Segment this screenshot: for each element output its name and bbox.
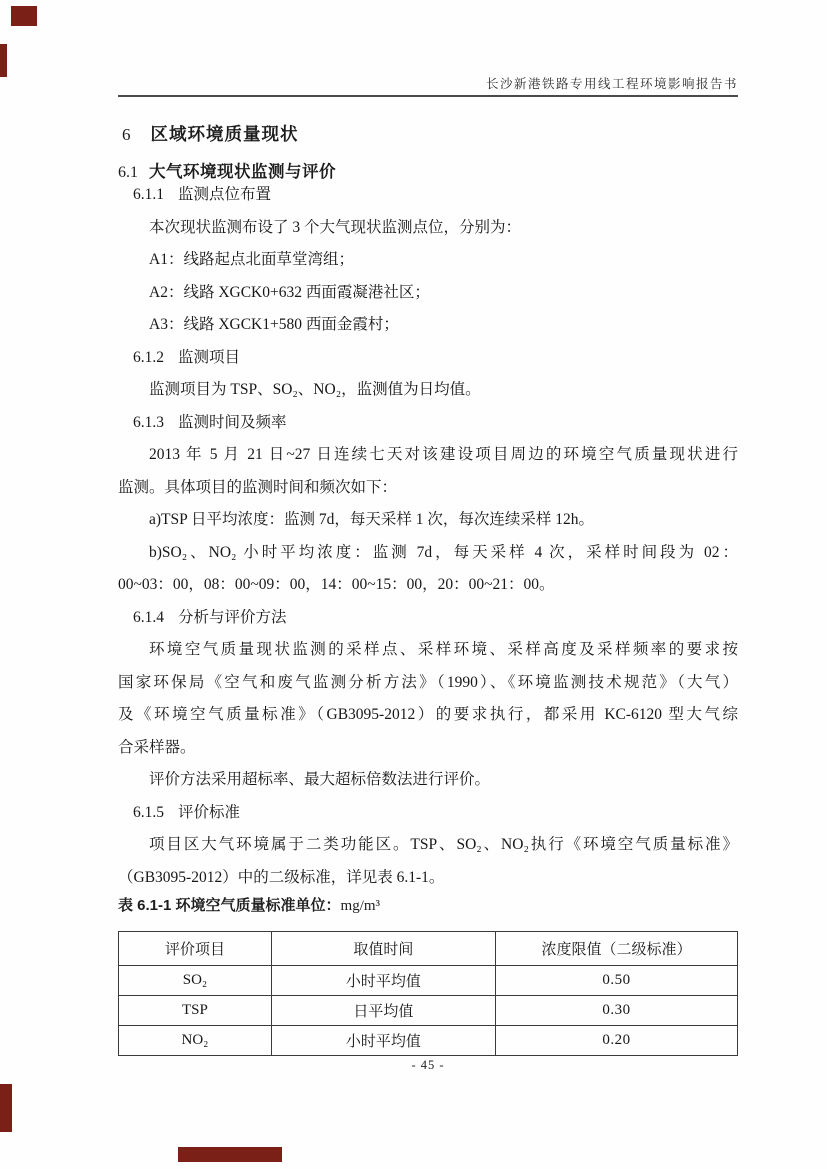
subsection-heading-6-1-1: 6.1.1 监测点位布置 bbox=[133, 186, 272, 203]
pollutant-cell: NO₂ bbox=[119, 1026, 272, 1056]
column-header: 评价项目 bbox=[119, 932, 272, 966]
section-title: 大气环境现状监测与评价 bbox=[149, 163, 336, 181]
page-header-title: 长沙新港铁路专用线工程环境影响报告书 bbox=[485, 77, 738, 91]
column-header: 浓度限值（二级标准） bbox=[495, 932, 737, 966]
page-number: - 45 - bbox=[411, 1058, 445, 1072]
paragraph-line: 国家环保局《空气和废气监测分析方法》（1990）、《环境监测技术规范》（大气） bbox=[118, 673, 738, 691]
paragraph-line: a)TSP 日平均浓度：监测 7d，每天采样 1 次，每次连续采样 12h。 bbox=[149, 511, 595, 528]
section-number: 6.1 bbox=[118, 164, 138, 181]
document-body bbox=[118, 179, 738, 894]
pollutant-cell: SO₂ bbox=[119, 966, 272, 996]
period-cell: 日平均值 bbox=[271, 996, 495, 1026]
section-number: 6 bbox=[122, 125, 131, 144]
table-row bbox=[119, 1026, 738, 1056]
list-item-a2: A2：线路 XGCK0+632 西面霞凝港社区； bbox=[149, 283, 430, 301]
table-header-row bbox=[119, 932, 738, 966]
pollutant-cell: TSP bbox=[119, 996, 272, 1026]
list-item-a1: A1：线路起点北面草堂湾组； bbox=[149, 251, 354, 268]
paragraph-line: 本次现状监测布设了 3 个大气现状监测点位，分别为： bbox=[149, 218, 522, 236]
section-heading-6 bbox=[122, 121, 742, 146]
table-caption-label: 表 6.1-1 环境空气质量标准单位： bbox=[118, 897, 341, 914]
paragraph-line: 合采样器。 bbox=[118, 738, 196, 756]
paragraph-line: 项目区大气环境属于二类功能区。TSP、SO₂、NO₂执行《环境空气质量标准》 bbox=[149, 836, 738, 853]
section-title: 区域环境质量现状 bbox=[150, 124, 299, 144]
subsection-heading-6-1-5: 6.1.5 评价标准 bbox=[133, 803, 241, 821]
scan-artifact-left-upper bbox=[0, 44, 7, 77]
scan-artifact-bottom-bar bbox=[178, 1147, 282, 1162]
table-row bbox=[119, 996, 738, 1026]
column-header: 取值时间 bbox=[271, 932, 495, 966]
paragraph-line: 2013 年 5 月 21 日~27 日连续七天对该建设项目周边的环境空气质量现状进行 bbox=[149, 446, 738, 463]
limit-cell: 0.30 bbox=[495, 996, 737, 1026]
limit-cell: 0.20 bbox=[495, 1026, 737, 1056]
paragraph-line: （GB3095-2012）中的二级标准，详见表 6.1-1。 bbox=[118, 868, 445, 886]
paragraph-line: 监测。具体项目的监测时间和频次如下： bbox=[118, 478, 398, 496]
subsection-heading-6-1-3: 6.1.3 监测时间及频率 bbox=[133, 413, 287, 431]
table-caption-unit: mg/m³ bbox=[340, 898, 381, 914]
subsection-heading-6-1-2: 6.1.2 监测项目 bbox=[133, 348, 241, 366]
limit-cell: 0.50 bbox=[495, 966, 737, 996]
period-cell: 小时平均值 bbox=[271, 1026, 495, 1056]
paragraph-line: 评价方法采用超标率、最大超标倍数法进行评价。 bbox=[149, 771, 491, 788]
table-row bbox=[119, 966, 738, 996]
scan-artifact-left-lower bbox=[0, 1084, 12, 1132]
period-cell: 小时平均值 bbox=[271, 966, 495, 996]
scan-artifact-top-left bbox=[11, 6, 37, 26]
header-rule bbox=[118, 95, 738, 97]
list-item-a3: A3：线路 XGCK1+580 西面金霞村； bbox=[149, 316, 399, 333]
paragraph-line: 环境空气质量现状监测的采样点、采样环境、采样高度及采样频率的要求按 bbox=[149, 641, 738, 658]
paragraph-line: b)SO₂、NO₂ 小时平均浓度：监测 7d，每天采样 4 次，采样时间段为 02： bbox=[149, 543, 738, 561]
paragraph-line: 及《环境空气质量标准》（GB3095-2012）的要求执行，都采用 KC-6120 型大气综 bbox=[118, 706, 738, 723]
paragraph-line: 监测项目为 TSP、SO₂、NO₂，监测值为日均值。 bbox=[149, 381, 481, 398]
table-caption bbox=[118, 894, 738, 918]
air-quality-standard-table bbox=[118, 931, 738, 1056]
subsection-heading-6-1-4: 6.1.4 分析与评价方法 bbox=[133, 608, 287, 626]
paragraph-line: 00~03：00，08：00~09：00，14：00~15：00，20：00~21：00。 bbox=[118, 576, 555, 593]
